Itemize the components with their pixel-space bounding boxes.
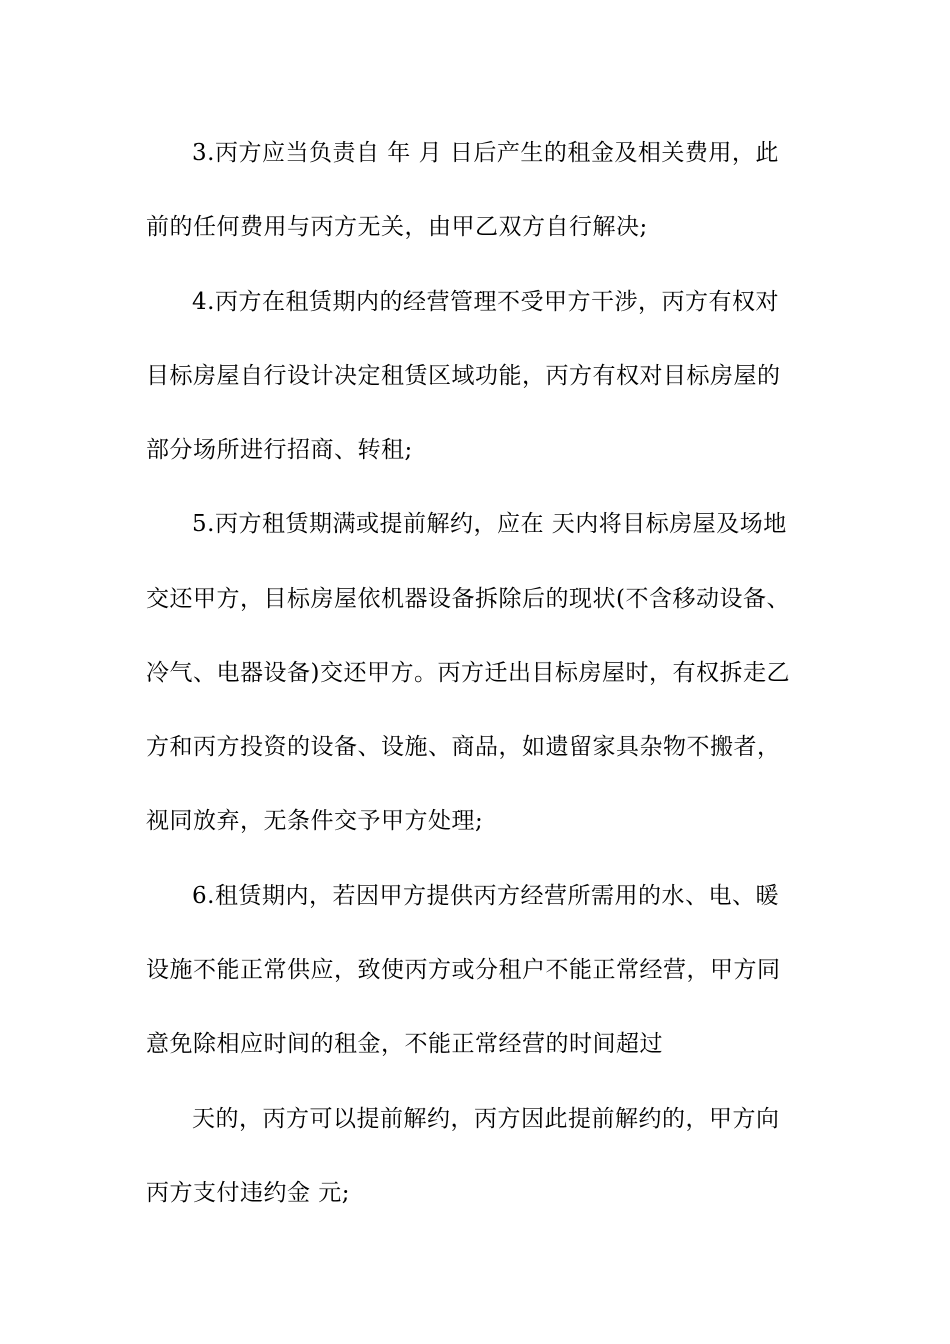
clause-5-line-1: 5.丙方租赁期满或提前解约，应在 天内将目标房屋及场地: [192, 511, 787, 537]
clause-3-line-1: 3.丙方应当负责自 年 月 日后产生的租金及相关费用，此: [192, 140, 779, 166]
clause-5-line-5: 视同放弃，无条件交予甲方处理;: [146, 808, 484, 834]
clause-6-line-1: 6.租赁期内，若因甲方提供丙方经营所需用的水、电、暖: [192, 883, 779, 909]
clause-5-line-4: 方和丙方投资的设备、设施、商品，如遗留家具杂物不搬者，: [146, 734, 781, 760]
clause-5-line-2: 交还甲方，目标房屋依机器设备拆除后的现状(不含移动设备、: [146, 586, 790, 612]
clause-5-line-3: 冷气、电器设备)交还甲方。丙方迁出目标房屋时，有权拆走乙: [146, 660, 790, 686]
clause-3-line-2: 前的任何费用与丙方无关，由甲乙双方自行解决;: [146, 214, 648, 240]
clause-6-line-5: 丙方支付违约金 元;: [146, 1180, 351, 1206]
clause-6-line-4: 天的，丙方可以提前解约，丙方因此提前解约的，甲方向: [192, 1106, 780, 1132]
clause-4-line-1: 4.丙方在租赁期内的经营管理不受甲方干涉，丙方有权对: [192, 289, 779, 315]
clause-4-line-3: 部分场所进行招商、转租;: [146, 437, 413, 463]
clause-4-line-2: 目标房屋自行设计决定租赁区域功能，丙方有权对目标房屋的: [146, 363, 781, 389]
clause-6-line-3: 意免除相应时间的租金，不能正常经营的时间超过: [146, 1031, 663, 1057]
clause-6-line-2: 设施不能正常供应，致使丙方或分租户不能正常经营，甲方同: [146, 957, 781, 983]
